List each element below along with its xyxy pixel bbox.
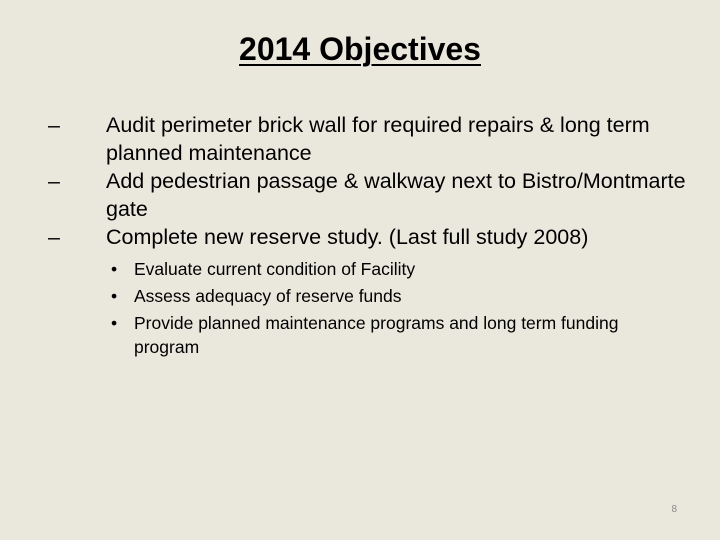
sub-list-item-text: Assess adequacy of reserve funds: [134, 286, 402, 306]
list-item-text: Complete new reserve study. (Last full study 2008): [106, 225, 589, 249]
slide-title-text: 2014 Objectives: [239, 31, 481, 67]
sub-list-item-text: Provide planned maintenance programs and long term funding program: [134, 313, 619, 357]
dash-marker: –: [48, 169, 60, 193]
sub-list-item: [106, 283, 688, 308]
list-item-text: Add pedestrian passage & walkway next to Bistro/Montmarte gate: [106, 169, 686, 221]
bullet-marker: •: [111, 313, 118, 333]
bullet-marker: •: [111, 259, 118, 279]
sub-list-item-text: Evaluate current condition of Facility: [134, 259, 416, 279]
page-number: 8: [671, 504, 677, 515]
bullet-marker: •: [111, 286, 118, 306]
slide-title: [0, 29, 720, 69]
dash-marker: –: [48, 225, 60, 249]
objectives-list: [48, 111, 688, 359]
sub-list-item: [106, 310, 688, 359]
sub-objectives-list: [106, 256, 688, 359]
dash-marker: –: [48, 113, 60, 137]
list-item-text: Audit perimeter brick wall for required repairs & long term planned maintenance: [106, 113, 650, 165]
list-item: [48, 223, 688, 359]
list-item: [48, 111, 688, 167]
list-item: [48, 167, 688, 223]
sub-list-item: [106, 256, 688, 281]
